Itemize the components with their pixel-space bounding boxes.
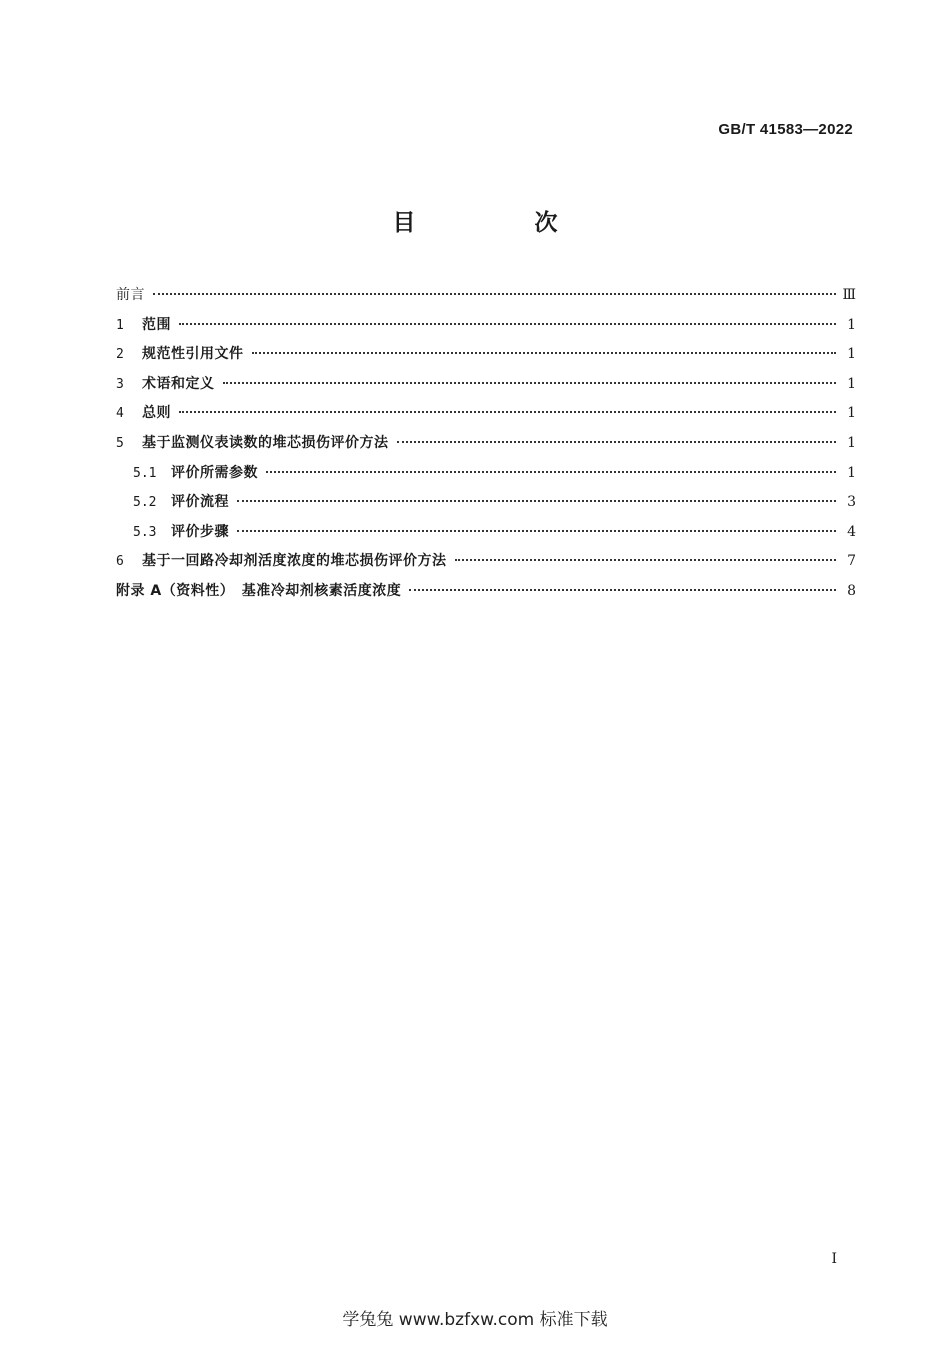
toc-entry-number: 1 xyxy=(116,317,124,333)
toc-entry-3[interactable] xyxy=(116,373,856,403)
toc-entry-page: 1 xyxy=(847,346,856,363)
footer-watermark: 学兔兔 www.bzfxw.com 标准下载 xyxy=(342,1310,608,1330)
toc-leader-dots xyxy=(455,559,837,561)
toc-entry-6[interactable] xyxy=(116,550,856,580)
toc-entry-label: 评价流程 xyxy=(171,494,229,511)
toc-entry-number: 2 xyxy=(116,347,124,363)
toc-leader-dots xyxy=(409,589,836,591)
toc-leader-dots xyxy=(237,500,836,502)
toc-entry-appendix-a[interactable] xyxy=(116,580,856,610)
toc-entry-number: 5 xyxy=(116,435,124,451)
toc-entry-number: 5.1 xyxy=(133,465,157,481)
toc-entry-page: 1 xyxy=(847,464,856,481)
toc-leader-dots xyxy=(252,352,837,354)
toc-entry-label: 评价步骤 xyxy=(171,523,229,540)
toc-entry-number: 5.3 xyxy=(133,524,157,540)
toc-entry-page: 1 xyxy=(847,316,856,333)
page-title: 目 次 xyxy=(392,210,606,236)
toc-entry-label: 附录 A（资料性） 基准冷却剂核素活度浓度 xyxy=(116,582,402,599)
toc-entry-label: 前言 xyxy=(116,287,145,303)
toc-entry-label: 评价所需参数 xyxy=(171,464,258,481)
toc-entry-label: 规范性引用文件 xyxy=(142,346,244,363)
toc-entry-label: 基于一回路冷却剂活度浓度的堆芯损伤评价方法 xyxy=(142,553,447,570)
toc-entry-label: 术语和定义 xyxy=(142,375,215,392)
toc-entry-2[interactable] xyxy=(116,343,856,373)
page-number: I xyxy=(831,1251,837,1267)
toc-entry-page: 8 xyxy=(847,582,856,599)
toc-entry-page: Ⅲ xyxy=(842,287,856,303)
table-of-contents xyxy=(116,284,856,610)
toc-entry-number: 5.2 xyxy=(133,495,157,511)
toc-entry-label: 基于监测仪表读数的堆芯损伤评价方法 xyxy=(142,434,389,451)
toc-entry-4[interactable] xyxy=(116,402,856,432)
toc-entry-page: 7 xyxy=(847,553,856,570)
toc-leader-dots xyxy=(179,411,836,413)
toc-entry-number: 6 xyxy=(116,554,124,570)
toc-entry-page: 4 xyxy=(847,523,856,540)
toc-leader-dots xyxy=(266,471,836,473)
standard-code: GB/T 41583—2022 xyxy=(718,121,853,138)
toc-entry-number: 4 xyxy=(116,406,124,422)
toc-entry-5[interactable] xyxy=(116,432,856,462)
toc-entry-page: 3 xyxy=(847,494,856,511)
toc-entry-page: 1 xyxy=(847,375,856,392)
toc-entry-number: 3 xyxy=(116,376,124,392)
toc-entry-5-2[interactable] xyxy=(116,491,856,521)
toc-entry-page: 1 xyxy=(847,434,856,451)
toc-entry-5-3[interactable] xyxy=(116,521,856,551)
toc-entry-preface[interactable] xyxy=(116,284,856,314)
toc-entry-5-1[interactable] xyxy=(116,462,856,492)
toc-entry-page: 1 xyxy=(847,405,856,422)
toc-entry-1[interactable] xyxy=(116,314,856,344)
toc-leader-dots xyxy=(153,293,836,295)
toc-entry-label: 范围 xyxy=(142,316,171,333)
toc-leader-dots xyxy=(223,382,837,384)
toc-leader-dots xyxy=(179,323,836,325)
toc-entry-label: 总则 xyxy=(142,405,171,422)
toc-leader-dots xyxy=(237,530,836,532)
toc-leader-dots xyxy=(397,441,837,443)
